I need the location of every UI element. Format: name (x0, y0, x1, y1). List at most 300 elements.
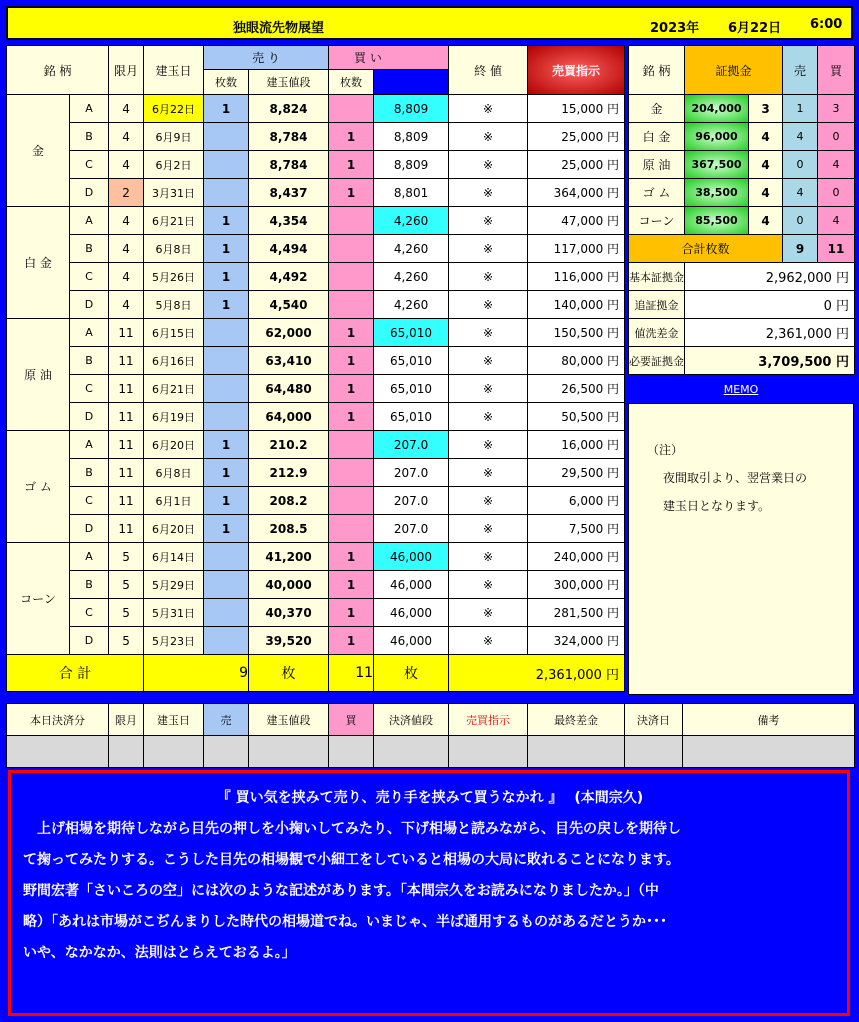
row-close: 8,809 (374, 123, 449, 151)
margin-row (629, 179, 855, 207)
row-entry-date: 6月2日 (144, 151, 204, 179)
row-entry-price: 4,492 (249, 263, 329, 291)
quote-line: 野間宏著「さいころの空」には次のような記述があります。「本間宗久をお読みになりましたか。」（中 (23, 883, 659, 899)
position-row (7, 375, 625, 403)
settle-col-today: 本日決済分 (7, 704, 109, 736)
row-diff: 116,000 円 (528, 263, 625, 291)
position-row (7, 431, 625, 459)
memo-header (628, 380, 854, 400)
col-buy-count: 枚数 (329, 70, 374, 95)
row-sub: A (70, 431, 109, 459)
row-sub: C (70, 599, 109, 627)
row-entry-price: 63,410 (249, 347, 329, 375)
row-limit: 5 (109, 571, 144, 599)
row-close: 46,000 (374, 599, 449, 627)
position-row (7, 627, 625, 655)
row-entry-date: 6月21日 (144, 375, 204, 403)
settle-cell (204, 736, 249, 768)
margin-row (629, 151, 855, 179)
row-close: 46,000 (374, 627, 449, 655)
row-entry-date: 5月29日 (144, 571, 204, 599)
row-sell-count: 1 (204, 431, 249, 459)
row-diff: 16,000 円 (528, 431, 625, 459)
row-sell-count (204, 123, 249, 151)
position-row (7, 599, 625, 627)
margin-col-brand: 銘 柄 (629, 46, 685, 95)
row-sell-count (204, 571, 249, 599)
position-row (7, 571, 625, 599)
margin-summary-label: 追証拠金 (629, 291, 685, 319)
row-close: 4,260 (374, 263, 449, 291)
row-close: 65,010 (374, 319, 449, 347)
position-row (7, 235, 625, 263)
col-entry-date: 建玉日 (144, 46, 204, 95)
position-row (7, 263, 625, 291)
position-row (7, 347, 625, 375)
margin-summary-row (629, 319, 855, 347)
row-sell-count (204, 543, 249, 571)
margin-sell: 1 (783, 95, 818, 123)
row-sell-count: 1 (204, 459, 249, 487)
row-entry-price: 39,520 (249, 627, 329, 655)
quote-line: 略）「あれは市場がこぢんまりした時代の相場道でね。いまじゃ、半ば通用するものがあるだとうか･･･ (23, 914, 667, 930)
settle-col-notes: 備考 (683, 704, 855, 736)
row-entry-price: 8,437 (249, 179, 329, 207)
row-entry-price: 208.5 (249, 515, 329, 543)
settle-col-price: 建玉値段 (249, 704, 329, 736)
margin-sell: 4 (783, 123, 818, 151)
row-diff: 25,000 円 (528, 123, 625, 151)
row-buy-count (329, 291, 374, 319)
row-sub: C (70, 487, 109, 515)
row-entry-date: 6月22日 (144, 95, 204, 123)
quote-title: 『 買い気を挟みて売り、売り手を挟みて買うなかれ 』 (本間宗久) (216, 790, 644, 806)
group-name: 原 油 (7, 319, 70, 431)
memo-line: 夜間取引より、翌営業日の (663, 471, 808, 485)
margin-brand: 原 油 (629, 151, 685, 179)
settle-col-sell: 売 (204, 704, 249, 736)
row-instruction: ※ (449, 431, 528, 459)
page-title: 独眼流先物展望 (233, 21, 325, 36)
header-year: 2023年 (650, 21, 700, 36)
position-row (7, 151, 625, 179)
margin-total-sell: 9 (783, 235, 818, 263)
row-entry-price: 8,784 (249, 151, 329, 179)
header-time: 6:00 (810, 17, 843, 32)
row-buy-count: 1 (329, 543, 374, 571)
row-close: 8,801 (374, 179, 449, 207)
margin-buy: 3 (818, 95, 855, 123)
row-diff: 300,000 円 (528, 571, 625, 599)
settle-cell (249, 736, 329, 768)
margin-buy: 4 (818, 151, 855, 179)
row-entry-date: 6月16日 (144, 347, 204, 375)
row-close: 46,000 (374, 571, 449, 599)
row-instruction: ※ (449, 347, 528, 375)
total-sell-unit: 枚 (249, 655, 329, 692)
row-close: 65,010 (374, 403, 449, 431)
row-limit: 11 (109, 347, 144, 375)
settle-cell (683, 736, 855, 768)
margin-amount: 204,000 (685, 95, 749, 123)
quote-line: 上げ相場を期待しながら目先の押しを小掬いしてみたり、下げ相場と読みながら、目先の戻しを期待し (23, 821, 681, 837)
row-diff: 50,500 円 (528, 403, 625, 431)
margin-summary-row (629, 263, 855, 291)
row-limit: 11 (109, 375, 144, 403)
margin-summary-row (629, 291, 855, 319)
col-limit: 限月 (109, 46, 144, 95)
row-entry-price: 64,000 (249, 403, 329, 431)
col-instruction: 売買指示 (528, 46, 625, 95)
margin-buy: 4 (818, 207, 855, 235)
row-close: 4,260 (374, 235, 449, 263)
row-buy-count: 1 (329, 627, 374, 655)
row-limit: 2 (109, 179, 144, 207)
margin-brand: コーン (629, 207, 685, 235)
row-diff: 29,500 円 (528, 459, 625, 487)
header-date: 6月22日 (728, 21, 782, 36)
margin-summary-value: 0 円 (685, 291, 855, 319)
position-row (7, 543, 625, 571)
row-limit: 11 (109, 431, 144, 459)
settle-col-final-diff: 最終差金 (528, 704, 625, 736)
settle-col-instruction: 売買指示 (449, 704, 528, 736)
row-instruction: ※ (449, 151, 528, 179)
margin-brand: 金 (629, 95, 685, 123)
settle-cell (528, 736, 625, 768)
margin-brand: 白 金 (629, 123, 685, 151)
margin-summary-value: 2,361,000 円 (685, 319, 855, 347)
row-sub: D (70, 515, 109, 543)
row-buy-count (329, 95, 374, 123)
row-buy-count: 1 (329, 599, 374, 627)
row-limit: 4 (109, 151, 144, 179)
row-diff: 26,500 円 (528, 375, 625, 403)
row-close: 207.0 (374, 431, 449, 459)
row-instruction: ※ (449, 515, 528, 543)
row-instruction: ※ (449, 627, 528, 655)
row-buy-count: 1 (329, 319, 374, 347)
memo-line: （注） (647, 443, 684, 457)
total-buy-count: 11 (329, 655, 374, 692)
row-sub: D (70, 627, 109, 655)
total-row (7, 655, 625, 692)
row-entry-date: 6月1日 (144, 487, 204, 515)
settle-cell (625, 736, 683, 768)
position-row (7, 291, 625, 319)
row-entry-price: 41,200 (249, 543, 329, 571)
row-instruction: ※ (449, 403, 528, 431)
row-sell-count (204, 599, 249, 627)
row-entry-date: 6月21日 (144, 207, 204, 235)
row-sub: A (70, 207, 109, 235)
row-instruction: ※ (449, 571, 528, 599)
row-sell-count: 1 (204, 515, 249, 543)
row-diff: 25,000 円 (528, 151, 625, 179)
margin-lots: 3 (749, 95, 783, 123)
row-entry-price: 4,494 (249, 235, 329, 263)
row-buy-count: 1 (329, 123, 374, 151)
row-entry-price: 212.9 (249, 459, 329, 487)
row-entry-price: 8,824 (249, 95, 329, 123)
margin-buy: 0 (818, 179, 855, 207)
row-limit: 5 (109, 543, 144, 571)
row-limit: 4 (109, 123, 144, 151)
row-instruction: ※ (449, 179, 528, 207)
row-buy-count (329, 459, 374, 487)
group-name: 金 (7, 95, 70, 207)
col-close: 終 値 (449, 46, 528, 95)
group-name: コーン (7, 543, 70, 655)
row-sub: B (70, 123, 109, 151)
row-sub: A (70, 319, 109, 347)
settle-cell (109, 736, 144, 768)
margin-summary-label: 必要証拠金 (629, 347, 685, 375)
margin-total-buy: 11 (818, 235, 855, 263)
row-limit: 5 (109, 599, 144, 627)
row-buy-count: 1 (329, 151, 374, 179)
position-row (7, 459, 625, 487)
margin-lots: 4 (749, 179, 783, 207)
quote-line: いや、なかなか、法則はとらえておるよ。」 (23, 945, 296, 961)
settle-col-settle-date: 決済日 (625, 704, 683, 736)
col-buy: 買 い (329, 46, 449, 70)
row-close: 65,010 (374, 375, 449, 403)
row-instruction: ※ (449, 543, 528, 571)
row-limit: 11 (109, 459, 144, 487)
settle-cell (374, 736, 449, 768)
row-entry-price: 62,000 (249, 319, 329, 347)
group-name: 白 金 (7, 207, 70, 319)
row-entry-price: 8,784 (249, 123, 329, 151)
margin-summary-row (629, 347, 855, 375)
row-buy-count (329, 431, 374, 459)
row-sell-count: 1 (204, 207, 249, 235)
row-entry-price: 40,000 (249, 571, 329, 599)
margin-row (629, 95, 855, 123)
position-row (7, 515, 625, 543)
row-entry-date: 6月14日 (144, 543, 204, 571)
row-buy-count (329, 235, 374, 263)
row-diff: 6,000 円 (528, 487, 625, 515)
row-instruction: ※ (449, 319, 528, 347)
margin-total-label: 合計枚数 (629, 235, 783, 263)
row-entry-date: 3月31日 (144, 179, 204, 207)
row-entry-date: 6月8日 (144, 459, 204, 487)
row-diff: 15,000 円 (528, 95, 625, 123)
row-sell-count (204, 403, 249, 431)
row-limit: 11 (109, 515, 144, 543)
row-sell-count (204, 179, 249, 207)
row-sell-count (204, 347, 249, 375)
row-limit: 4 (109, 95, 144, 123)
row-sub: D (70, 403, 109, 431)
row-instruction: ※ (449, 263, 528, 291)
row-close: 4,260 (374, 207, 449, 235)
margin-amount: 367,500 (685, 151, 749, 179)
settlement-table (6, 703, 855, 768)
row-sell-count (204, 627, 249, 655)
row-sub: D (70, 179, 109, 207)
margin-sell: 0 (783, 207, 818, 235)
margin-col-amount: 証拠金 (685, 46, 783, 95)
row-buy-count: 1 (329, 571, 374, 599)
row-instruction: ※ (449, 207, 528, 235)
row-close: 4,260 (374, 291, 449, 319)
row-entry-date: 5月31日 (144, 599, 204, 627)
margin-summary-value: 2,962,000 円 (685, 263, 855, 291)
row-entry-price: 210.2 (249, 431, 329, 459)
row-sub: B (70, 571, 109, 599)
row-sub: B (70, 235, 109, 263)
settle-cell (449, 736, 528, 768)
row-sell-count (204, 375, 249, 403)
margin-lots: 4 (749, 207, 783, 235)
col-brand: 銘 柄 (7, 46, 109, 95)
row-diff: 240,000 円 (528, 543, 625, 571)
row-diff: 281,500 円 (528, 599, 625, 627)
position-row (7, 487, 625, 515)
margin-lots: 4 (749, 123, 783, 151)
row-instruction: ※ (449, 123, 528, 151)
total-buy-unit: 枚 (374, 655, 449, 692)
margin-row (629, 207, 855, 235)
col-sell-count: 枚数 (204, 70, 249, 95)
row-buy-count (329, 207, 374, 235)
row-entry-date: 6月9日 (144, 123, 204, 151)
row-sell-count: 1 (204, 291, 249, 319)
margin-col-sell: 売 (783, 46, 818, 95)
row-diff: 117,000 円 (528, 235, 625, 263)
settle-cell (7, 736, 109, 768)
row-sell-count (204, 319, 249, 347)
margin-col-buy: 買 (818, 46, 855, 95)
row-sub: B (70, 347, 109, 375)
row-sell-count: 1 (204, 263, 249, 291)
margin-summary-label: 値洗差金 (629, 319, 685, 347)
row-entry-date: 6月20日 (144, 515, 204, 543)
row-entry-date: 6月8日 (144, 235, 204, 263)
row-close: 207.0 (374, 515, 449, 543)
row-buy-count (329, 487, 374, 515)
row-buy-count: 1 (329, 179, 374, 207)
row-limit: 4 (109, 291, 144, 319)
position-row (7, 123, 625, 151)
margin-amount: 96,000 (685, 123, 749, 151)
quote-line: て掬ってみたりする。こうした目先の相場観で小細工をしていると相場の大局に敗れることになります。 (23, 852, 680, 868)
row-sell-count (204, 151, 249, 179)
row-sub: B (70, 459, 109, 487)
row-instruction: ※ (449, 375, 528, 403)
margin-row (629, 123, 855, 151)
margin-sell: 0 (783, 151, 818, 179)
col-sell: 売 り (204, 46, 329, 70)
row-sell-count: 1 (204, 235, 249, 263)
settle-col-limit: 限月 (109, 704, 144, 736)
positions-table (6, 45, 625, 692)
row-instruction: ※ (449, 599, 528, 627)
row-instruction: ※ (449, 291, 528, 319)
row-entry-price: 64,480 (249, 375, 329, 403)
row-buy-count: 1 (329, 347, 374, 375)
row-entry-date: 5月26日 (144, 263, 204, 291)
row-diff: 364,000 円 (528, 179, 625, 207)
row-entry-price: 208.2 (249, 487, 329, 515)
row-sub: D (70, 291, 109, 319)
row-limit: 11 (109, 487, 144, 515)
row-diff: 47,000 円 (528, 207, 625, 235)
row-instruction: ※ (449, 95, 528, 123)
row-buy-count (329, 515, 374, 543)
row-close: 8,809 (374, 151, 449, 179)
settle-col-date: 建玉日 (144, 704, 204, 736)
row-entry-date: 6月15日 (144, 319, 204, 347)
row-entry-date: 6月20日 (144, 431, 204, 459)
margin-summary-label: 基本証拠金 (629, 263, 685, 291)
row-entry-price: 40,370 (249, 599, 329, 627)
group-name: ゴ ム (7, 431, 70, 543)
row-close: 8,809 (374, 95, 449, 123)
row-close: 65,010 (374, 347, 449, 375)
margin-amount: 85,500 (685, 207, 749, 235)
row-buy-count: 1 (329, 375, 374, 403)
row-diff: 150,500 円 (528, 319, 625, 347)
memo-box (628, 403, 854, 695)
row-limit: 11 (109, 403, 144, 431)
row-close: 46,000 (374, 543, 449, 571)
row-sub: C (70, 151, 109, 179)
row-instruction: ※ (449, 487, 528, 515)
margin-total-row (629, 235, 855, 263)
row-close: 207.0 (374, 487, 449, 515)
margin-buy: 0 (818, 123, 855, 151)
row-limit: 11 (109, 319, 144, 347)
row-limit: 4 (109, 263, 144, 291)
row-instruction: ※ (449, 235, 528, 263)
total-diff: 2,361,000 円 (449, 655, 625, 692)
memo-link[interactable]: MEMO (723, 383, 759, 396)
row-entry-price: 4,354 (249, 207, 329, 235)
margin-sell: 4 (783, 179, 818, 207)
row-limit: 4 (109, 207, 144, 235)
row-sell-count: 1 (204, 95, 249, 123)
row-diff: 7,500 円 (528, 515, 625, 543)
quote-box (8, 770, 850, 1016)
margin-summary-value: 3,709,500 円 (685, 347, 855, 375)
row-sub: C (70, 375, 109, 403)
row-diff: 324,000 円 (528, 627, 625, 655)
total-sell-count: 9 (144, 655, 249, 692)
row-sub: A (70, 543, 109, 571)
position-row (7, 403, 625, 431)
row-entry-price: 4,540 (249, 291, 329, 319)
margin-table (628, 45, 855, 375)
position-row (7, 319, 625, 347)
settle-col-settle-price: 決済値段 (374, 704, 449, 736)
memo-line: 建玉日となります。 (663, 499, 771, 513)
row-close: 207.0 (374, 459, 449, 487)
row-sub: A (70, 95, 109, 123)
row-instruction: ※ (449, 459, 528, 487)
row-entry-date: 5月8日 (144, 291, 204, 319)
row-entry-date: 5月23日 (144, 627, 204, 655)
row-limit: 5 (109, 627, 144, 655)
margin-amount: 38,500 (685, 179, 749, 207)
row-buy-count (329, 263, 374, 291)
position-row (7, 95, 625, 123)
position-row (7, 179, 625, 207)
row-diff: 140,000 円 (528, 291, 625, 319)
